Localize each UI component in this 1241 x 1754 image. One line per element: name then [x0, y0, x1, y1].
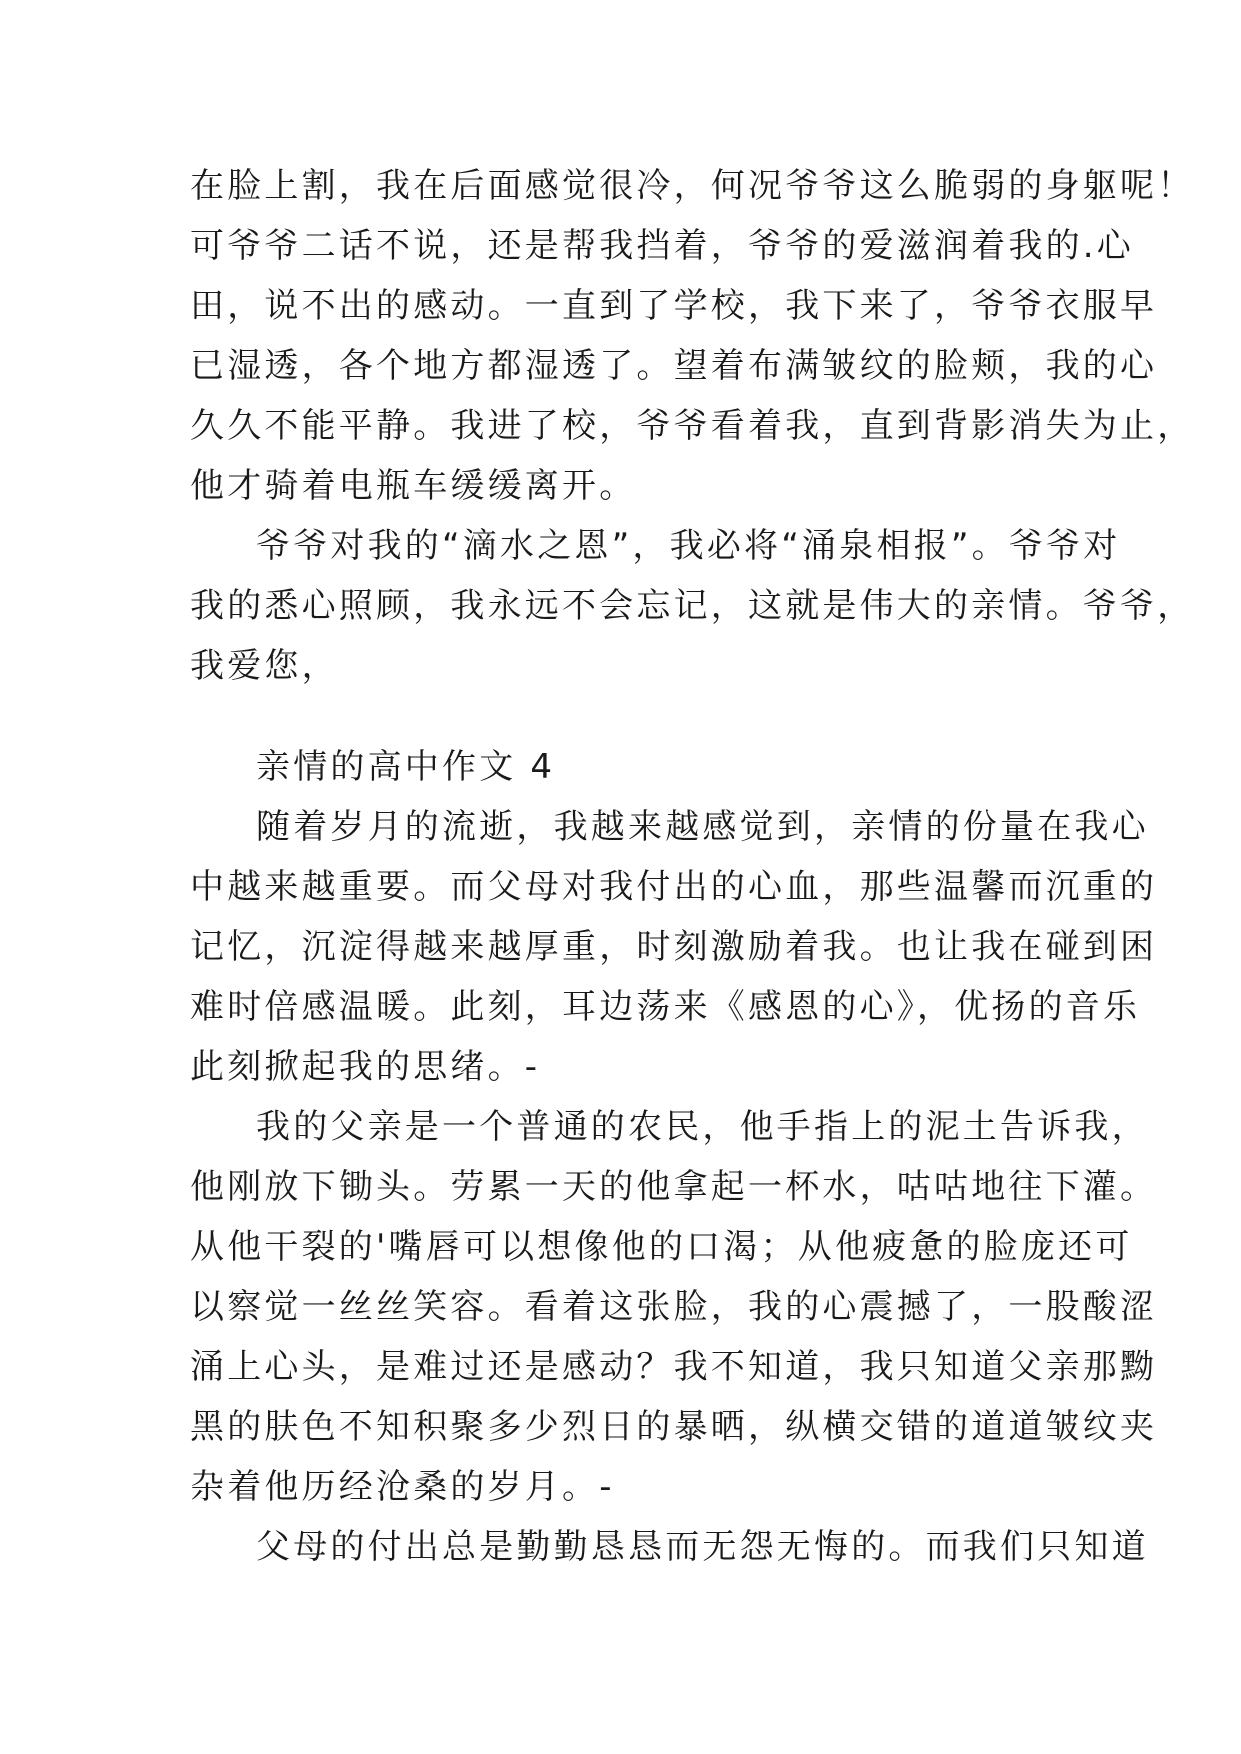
paragraph-first-line: 我的父亲是一个普通的农民，他手指上的泥土告诉我，: [256, 1107, 1149, 1147]
paragraph-first-line: 爷爷对我的“滴水之恩”，我必将“涌泉相报”。爷爷对: [256, 526, 1121, 566]
text-line: 记忆，沉淀得越来越厚重，时刻激励着我。也让我在碰到困: [190, 927, 1158, 967]
text-line: 我爱您，: [190, 646, 339, 686]
text-line: 已湿透，各个地方都湿透了。望着布满皱纹的脸颊，我的心: [190, 346, 1158, 386]
text-line: 他才骑着电瓶车缓缓离开。: [190, 466, 637, 506]
text-line: 从他干裂的'嘴唇可以想像他的口渴；从他疲惫的脸庞还可: [190, 1227, 1133, 1267]
paragraph-first-line: 随着岁月的流逝，我越来越感觉到，亲情的份量在我心: [256, 807, 1149, 847]
text-line: 中越来越重要。而父母对我付出的心血，那些温馨而沉重的: [190, 867, 1158, 907]
section-heading: 亲情的高中作文 4: [256, 747, 556, 787]
text-line: 久久不能平静。我进了校，爷爷看着我，直到背影消失为止，: [190, 406, 1195, 446]
text-line: 此刻掀起我的思绪。-: [190, 1047, 541, 1087]
text-line: 黑的肤色不知积聚多少烈日的暴晒，纵横交错的道道皱纹夹: [190, 1407, 1158, 1447]
text-line: 在脸上割，我在后面感觉很冷，何况爷爷这么脆弱的身躯呢！: [190, 166, 1195, 206]
text-line: 难时倍感温暖。此刻，耳边荡来《感恩的心》，优扬的音乐: [190, 987, 1141, 1027]
text-line: 他刚放下锄头。劳累一天的他拿起一杯水，咕咕地往下灌。: [190, 1167, 1158, 1207]
text-line: 以察觉一丝丝笑容。看着这张脸，我的心震撼了，一股酸涩: [190, 1287, 1158, 1327]
text-line: 我的悉心照顾，我永远不会忘记，这就是伟大的亲情。爷爷，: [190, 586, 1195, 626]
text-line: 可爷爷二话不说，还是帮我挡着，爷爷的爱滋润着我的.心: [190, 226, 1135, 266]
text-line: 涌上心头，是难过还是感动？我不知道，我只知道父亲那黝: [190, 1347, 1158, 1387]
text-line: 田，说不出的感动。一直到了学校，我下来了，爷爷衣服早: [190, 286, 1158, 326]
text-line: 杂着他历经沧桑的岁月。-: [190, 1467, 615, 1507]
paragraph-first-line: 父母的付出总是勤勤恳恳而无怨无悔的。而我们只知道: [256, 1527, 1149, 1567]
